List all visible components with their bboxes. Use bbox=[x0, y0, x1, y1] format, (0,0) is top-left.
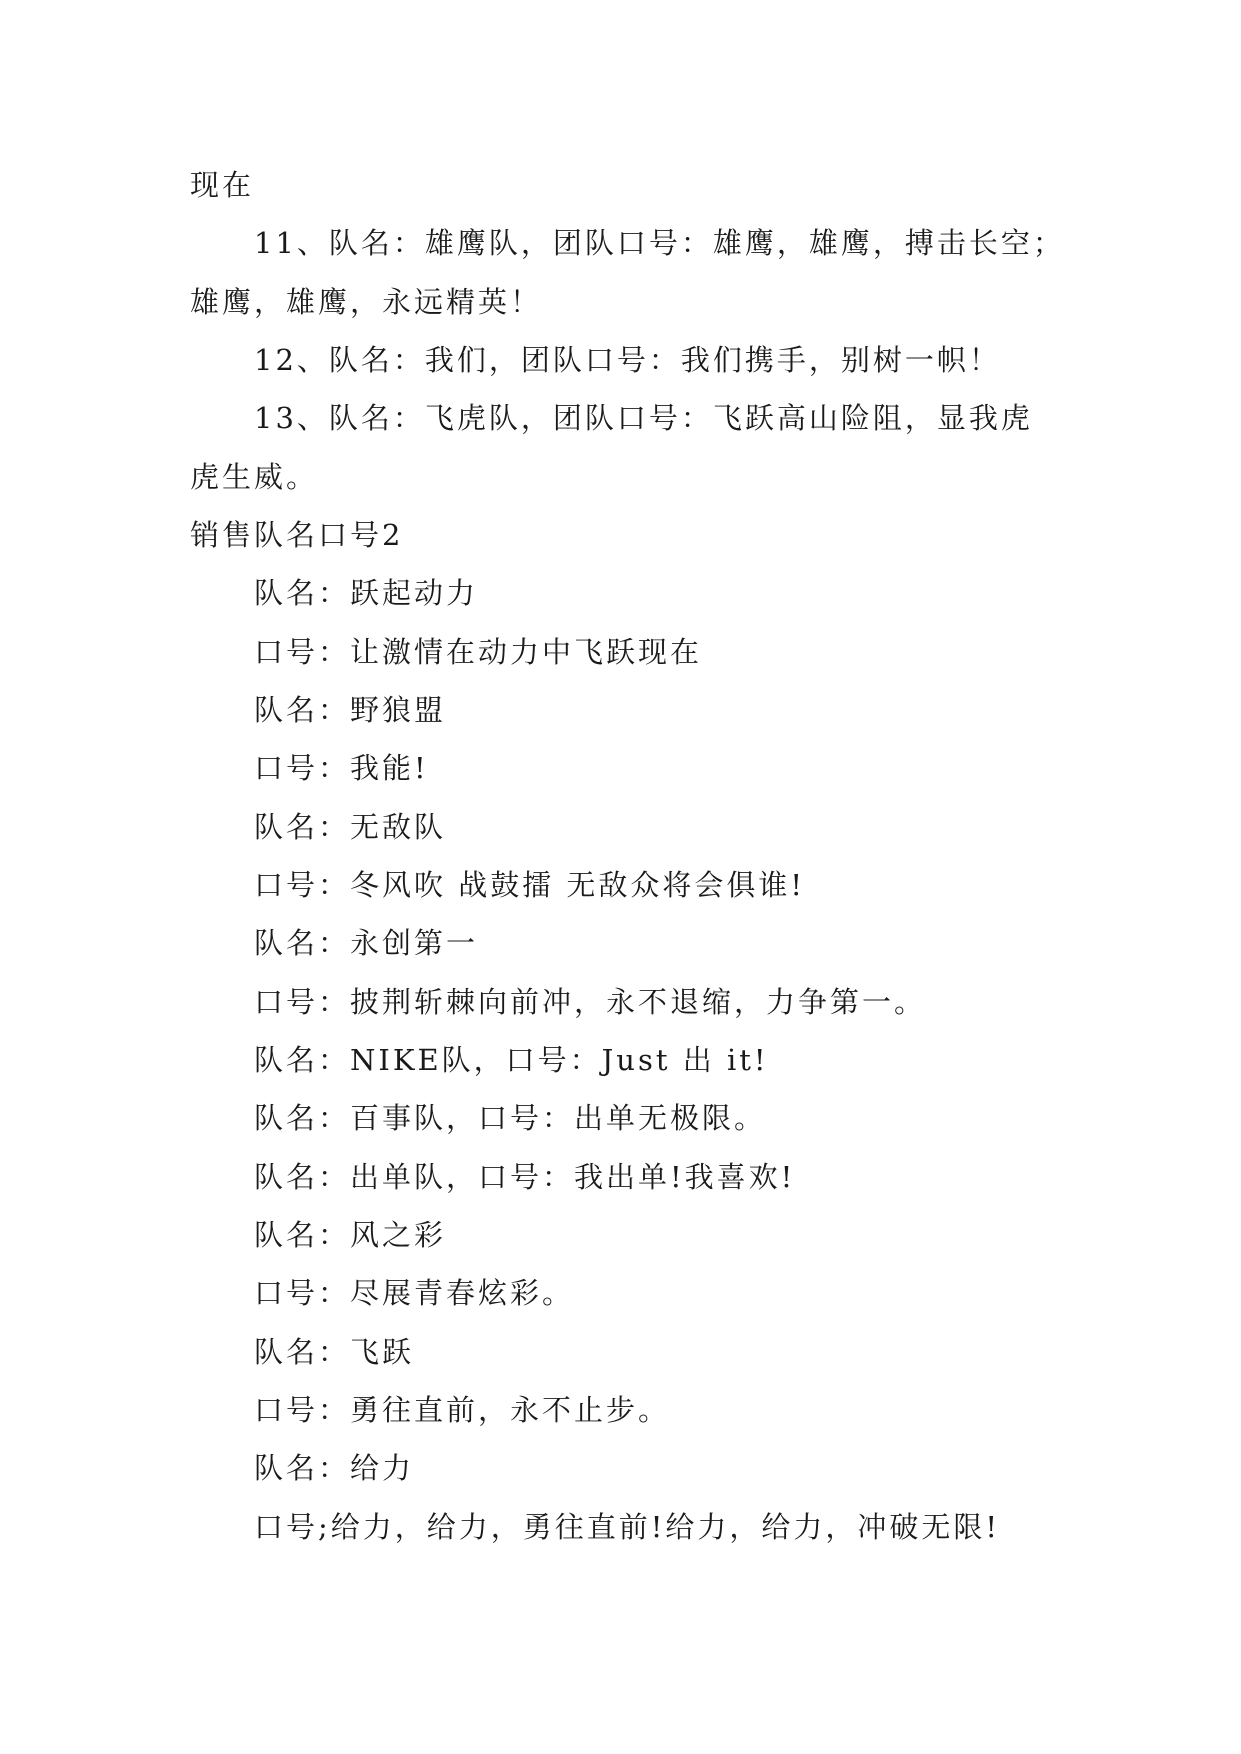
team-name-line: 队名：飞跃 bbox=[254, 1335, 415, 1369]
team-name-slogan-line: 队名：NIKE队，口号：Just 出 it! bbox=[254, 1043, 769, 1077]
slogan-line: 口号：我能! bbox=[254, 751, 429, 785]
team-name-line: 队名：跃起动力 bbox=[254, 576, 479, 610]
team-name-line: 队名：野狼盟 bbox=[254, 693, 447, 727]
slogan-line: 口号：冬风吹 战鼓擂 无敌众将会俱谁! bbox=[254, 868, 806, 902]
team-item-12: 12、队名：我们，团队口号：我们携手，别树一帜！ bbox=[254, 343, 1001, 377]
team-name-line: 队名：给力 bbox=[254, 1451, 415, 1485]
team-name-slogan-line: 队名：百事队，口号：出单无极限。 bbox=[254, 1101, 767, 1135]
slogan-line: 口号：尽展青春炫彩。 bbox=[254, 1276, 575, 1310]
slogan-line: 口号：让激情在动力中飞跃现在 bbox=[254, 635, 703, 669]
team-item-13-continued: 虎生威。 bbox=[190, 460, 319, 494]
team-name-line: 队名：无敌队 bbox=[254, 810, 447, 844]
team-name-slogan-line: 队名：出单队，口号：我出单!我喜欢! bbox=[254, 1160, 796, 1194]
slogan-line: 口号：勇往直前，永不止步。 bbox=[254, 1393, 671, 1427]
team-name-line: 队名：永创第一 bbox=[254, 926, 479, 960]
section-heading: 销售队名口号2 bbox=[190, 518, 404, 552]
slogan-line: 口号：披荆斩棘向前冲，永不退缩，力争第一。 bbox=[254, 985, 927, 1019]
team-item-11-continued: 雄鹰，雄鹰，永远精英！ bbox=[190, 285, 543, 319]
team-item-11: 11、队名：雄鹰队，团队口号：雄鹰，雄鹰，搏击长空； bbox=[254, 226, 1065, 260]
team-name-line: 队名：风之彩 bbox=[254, 1218, 447, 1252]
text-line-continuation: 现在 bbox=[190, 168, 255, 202]
team-item-13: 13、队名：飞虎队，团队口号：飞跃高山险阻，显我虎 bbox=[254, 401, 1033, 435]
slogan-line: 口号;给力，给力，勇往直前!给力，给力，冲破无限! bbox=[254, 1510, 1001, 1544]
